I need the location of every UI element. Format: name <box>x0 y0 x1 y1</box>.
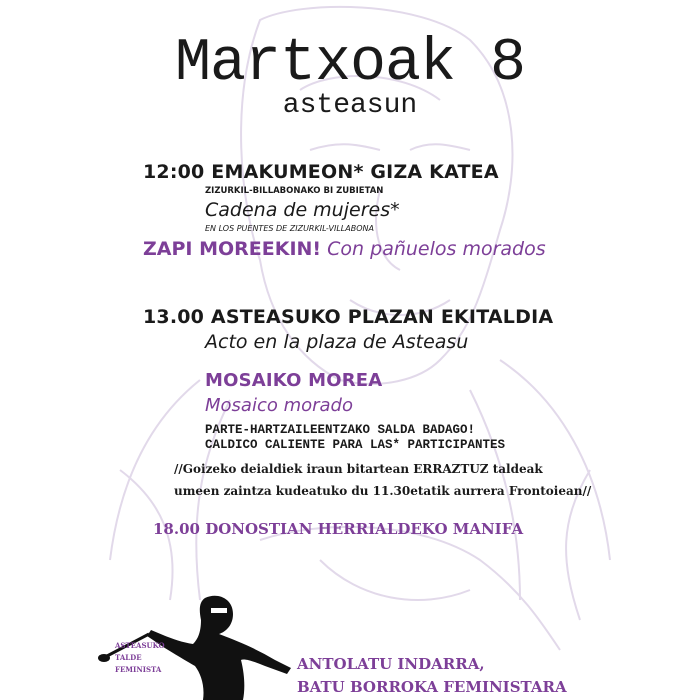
organizer-logo <box>115 640 165 676</box>
event2-es: Acto en la plaza de Asteasu <box>205 331 469 353</box>
org-line: FEMINISTA <box>115 665 162 674</box>
event1-sub: ZIZURKIL-BILLABONAKO BI ZUBIETAN <box>205 186 384 196</box>
event2-heading: 13.00 ASTEASUKO PLAZAN EKITALDIA <box>143 306 554 328</box>
slogan-line2: BATU BORROKA FEMINISTARA <box>297 678 567 696</box>
childcare-line1: //Goizeko deialdiek iraun bitartean ERRAZTUZ taldeak <box>174 462 543 476</box>
org-line: TALDE <box>115 653 142 662</box>
event2-note2: CALDICO CALIENTE PARA LAS* PARTICIPANTES <box>205 438 506 452</box>
poster-title: Martxoak 8 <box>174 30 526 98</box>
event1-es: Cadena de mujeres* <box>205 199 400 221</box>
call-es: Con pañuelos morados <box>327 238 546 260</box>
mosaic-eu: MOSAIKO MOREA <box>205 370 383 391</box>
event1-call <box>143 238 546 260</box>
mosaic-es: Mosaico morado <box>205 395 353 416</box>
event3-heading: 18.00 DONOSTIAN HERRIALDEKO MANIFA <box>153 520 524 538</box>
event1-heading: 12:00 EMAKUMEON* GIZA KATEA <box>143 161 499 183</box>
event1-es-sub: EN LOS PUENTES DE ZIZURKIL-VILLABONA <box>205 224 374 233</box>
call-eu: ZAPI MOREEKIN! <box>143 238 322 260</box>
event2-note1: PARTE-HARTZAILEENTZAKO SALDA BADAGO! <box>205 423 476 437</box>
childcare-line2: umeen zaintza kudeatuko du 11.30etatik aurrera Frontoiean// <box>174 484 592 498</box>
poster-subtitle: asteasun <box>282 90 418 121</box>
org-line: ASTEASUKO <box>115 641 165 650</box>
slogan-line1: ANTOLATU INDARRA, <box>297 655 485 673</box>
